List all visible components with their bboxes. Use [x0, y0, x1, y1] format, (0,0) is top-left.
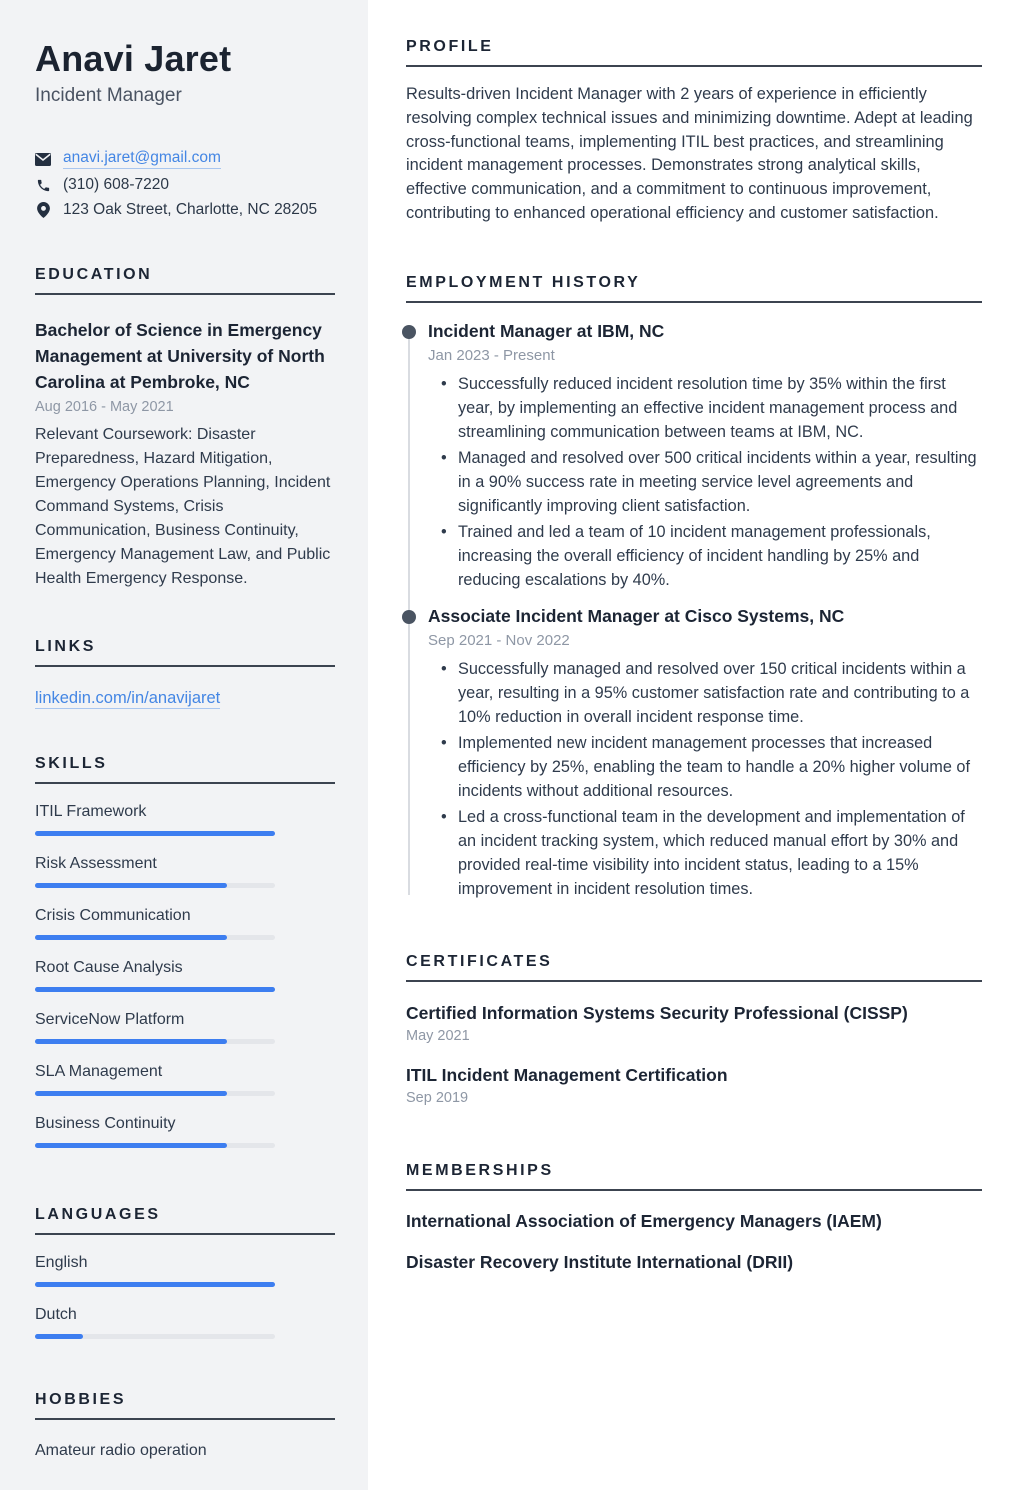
skill-bar-track — [35, 1039, 275, 1044]
skill-label: ServiceNow Platform — [35, 1011, 185, 1029]
job-title: Associate Incident Manager at Cisco Systems, NC — [428, 605, 845, 626]
skill-label: Crisis Communication — [35, 907, 191, 925]
skill-bar-track — [35, 1143, 275, 1148]
job-bullets — [428, 657, 982, 901]
job-date: Sep 2021 - Nov 2022 — [428, 631, 570, 649]
job-bullet: • Successfully managed and resolved over 150 critical incidents within a year, resulting in a 95% customer satisfaction rate and contributing to a 10% reduction in overall incident response time. — [428, 657, 982, 729]
education-description: Relevant Coursework: Disaster Preparedness, Hazard Mitigation, Emergency Operations Planning, Incident Command Systems, Crisis Communication, Business Continuity, Emergency Management Law, and Public Health Emergency Response. — [35, 426, 331, 588]
certificate-item — [406, 1003, 982, 1044]
profile-text: Results-driven Incident Manager with 2 years of experience in efficiently resolving complex technical issues and minimizing downtime. Adept at leading cross-functional teams, implementing ITIL best practices, and streamlining incident management processes. Demonstrates strong analytical skills, effective communication, and a commitment to continuous improvement, contributing to enhanced operational efficiency and customer satisfaction. — [406, 85, 973, 222]
membership-item: Disaster Recovery Institute International (DRII) — [406, 1251, 794, 1272]
memberships-section — [406, 1162, 982, 1273]
timeline-dot-icon — [402, 610, 416, 624]
skill-label: Business Continuity — [35, 1115, 176, 1133]
skills-section — [35, 755, 335, 1148]
certificate-date: Sep 2019 — [406, 1089, 469, 1106]
phone-icon — [35, 177, 51, 193]
links-section — [35, 638, 335, 708]
language-bar-fill — [35, 1282, 275, 1287]
education-date: Aug 2016 - May 2021 — [35, 399, 174, 416]
profile-heading: PROFILE — [406, 38, 982, 67]
job-bullets — [428, 372, 982, 592]
skill-item — [35, 803, 335, 836]
skill-bar-fill — [35, 831, 275, 836]
skill-item — [35, 1115, 335, 1148]
sidebar — [0, 0, 368, 1490]
certificates-heading: CERTIFICATES — [406, 953, 982, 982]
certificate-title: Certified Information Systems Security Professional (CISSP) — [406, 1002, 908, 1023]
language-bar-track — [35, 1334, 275, 1339]
job-date: Jan 2023 - Present — [428, 346, 555, 364]
skill-bar-track — [35, 831, 275, 836]
person-name: Anavi Jaret — [35, 38, 232, 79]
hobbies-section — [35, 1391, 335, 1460]
contact-email-row — [35, 149, 335, 169]
certificates-section — [406, 953, 982, 1106]
job-entry — [406, 606, 982, 901]
skill-bar-fill — [35, 935, 227, 940]
education-section — [35, 266, 335, 591]
contact-address-row — [35, 201, 335, 219]
linkedin-link[interactable]: linkedin.com/in/anavijaret — [35, 689, 221, 708]
person-job-title: Incident Manager — [35, 85, 182, 107]
skill-item — [35, 1063, 335, 1096]
language-label: Dutch — [35, 1306, 77, 1324]
link-item — [35, 689, 335, 708]
phone-number: (310) 608-7220 — [63, 176, 169, 194]
skill-bar-fill — [35, 1143, 227, 1148]
job-entry — [406, 321, 982, 592]
certificate-item — [406, 1065, 982, 1106]
address-text: 123 Oak Street, Charlotte, NC 28205 — [63, 201, 318, 219]
skill-bar-track — [35, 987, 275, 992]
language-bar-fill — [35, 1334, 83, 1339]
skill-item — [35, 855, 335, 888]
job-bullet: • Trained and led a team of 10 incident management professionals, increasing the overall efficiency of incident handling by 25% and reducing escalations by 40%. — [428, 520, 982, 592]
memberships-heading: MEMBERSHIPS — [406, 1162, 982, 1191]
skill-item — [35, 959, 335, 992]
skill-item — [35, 1011, 335, 1044]
skill-label: SLA Management — [35, 1063, 163, 1081]
job-bullet: • Successfully reduced incident resolution time by 35% within the first year, by implementing an effective incident management process and streamlining communication between teams at IBM, NC. — [428, 372, 982, 444]
timeline-dot-icon — [402, 325, 416, 339]
membership-item: International Association of Emergency Managers (IAEM) — [406, 1210, 882, 1231]
skill-bar-fill — [35, 1039, 227, 1044]
email-icon — [35, 151, 51, 167]
skill-bar-track — [35, 1091, 275, 1096]
skill-bar-fill — [35, 1091, 227, 1096]
email-link[interactable]: anavi.jaret@gmail.com — [63, 149, 221, 169]
job-bullet: • Managed and resolved over 500 critical incidents within a year, resulting in a 90% success rate in meeting service level agreements and significantly improving client satisfaction. — [428, 446, 982, 518]
contact-phone-row — [35, 176, 335, 194]
employment-timeline — [406, 321, 982, 901]
certificate-date: May 2021 — [406, 1027, 470, 1044]
skill-label: ITIL Framework — [35, 803, 147, 821]
profile-section — [406, 38, 982, 226]
languages-section — [35, 1206, 335, 1339]
links-heading: LINKS — [35, 638, 335, 667]
degree-title: Bachelor of Science in Emergency Management at University of North Carolina at Pembroke, NC — [35, 320, 325, 393]
language-bar-track — [35, 1282, 275, 1287]
job-bullet: • Led a cross-functional team in the development and implementation of an incident tracking system, which reduced manual effort by 30% and provided real-time visibility into incident status, leading to a 15% improvement in incident resolution times. — [428, 805, 982, 901]
job-bullet: • Implemented new incident management processes that increased efficiency by 25%, enabling the team to handle a 20% higher volume of incidents without additional resources. — [428, 731, 982, 803]
hobby-text: Amateur radio operation — [35, 1442, 207, 1460]
hobbies-heading: HOBBIES — [35, 1391, 335, 1420]
certificate-title: ITIL Incident Management Certification — [406, 1064, 728, 1085]
language-item — [35, 1254, 335, 1287]
skill-item — [35, 907, 335, 940]
education-heading: EDUCATION — [35, 266, 335, 295]
location-pin-icon — [35, 202, 51, 218]
skill-bar-fill — [35, 987, 275, 992]
employment-section — [406, 274, 982, 901]
main-column — [368, 0, 1024, 1490]
languages-heading: LANGUAGES — [35, 1206, 335, 1235]
skill-label: Root Cause Analysis — [35, 959, 183, 977]
language-item — [35, 1306, 335, 1339]
job-title: Incident Manager at IBM, NC — [428, 320, 665, 341]
skill-bar-track — [35, 883, 275, 888]
skill-bar-fill — [35, 883, 227, 888]
skill-label: Risk Assessment — [35, 855, 157, 873]
skills-heading: SKILLS — [35, 755, 335, 784]
language-label: English — [35, 1254, 88, 1272]
skill-bar-track — [35, 935, 275, 940]
contact-block — [35, 149, 335, 219]
employment-heading: EMPLOYMENT HISTORY — [406, 274, 982, 303]
